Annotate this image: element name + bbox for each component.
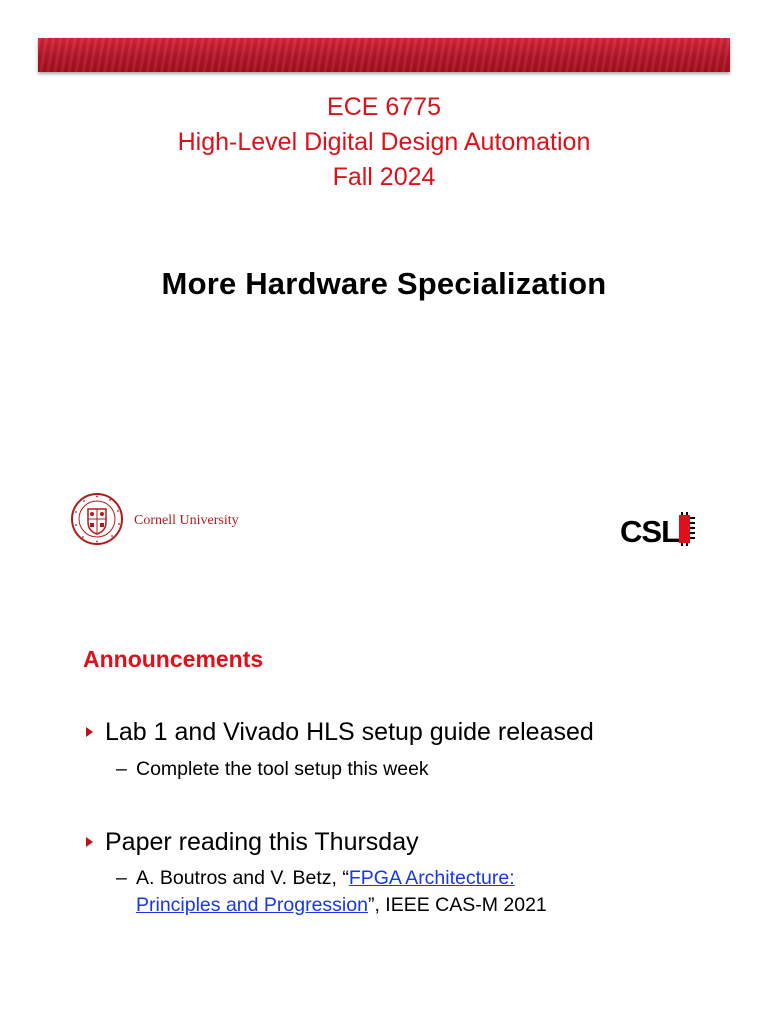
cornell-logo: [70, 494, 239, 548]
announcement-text: Paper reading this Thursday: [105, 828, 419, 856]
sub-item: [116, 756, 429, 783]
list-item: [86, 718, 594, 747]
course-name: High-Level Digital Design Automation: [177, 128, 591, 156]
cornell-name: Cornell University: [134, 513, 239, 528]
list-item: [86, 828, 419, 857]
course-info: [0, 90, 768, 195]
announcement-text: Lab 1 and Vivado HLS setup guide released: [105, 718, 594, 746]
course-code: ECE 6775: [327, 93, 441, 121]
citation-prefix: A. Boutros and V. Betz, “: [136, 867, 349, 889]
course-term: Fall 2024: [332, 163, 436, 191]
cornell-seal-icon: [70, 492, 124, 551]
triangle-bullet-icon: [86, 837, 93, 847]
dash-icon: –: [116, 758, 127, 780]
paper-link-line1: FPGA Architecture:: [348, 867, 515, 889]
csl-logo: [620, 512, 695, 551]
sub-item: [116, 865, 547, 919]
chip-icon: [679, 512, 695, 551]
dash-icon: –: [116, 867, 127, 889]
csl-text: CSL: [620, 513, 679, 549]
citation-suffix: ”, IEEE CAS-M 2021: [367, 894, 547, 916]
triangle-bullet-icon: [86, 727, 93, 737]
sub-item-text: Complete the tool setup this week: [136, 758, 429, 780]
header-banner: [38, 38, 730, 72]
sub-item-content: [136, 865, 547, 919]
paper-link-line2: Principles and Progression: [136, 894, 368, 916]
announcements-heading: Announcements: [83, 646, 264, 672]
lecture-title: More Hardware Specialization: [161, 266, 607, 301]
